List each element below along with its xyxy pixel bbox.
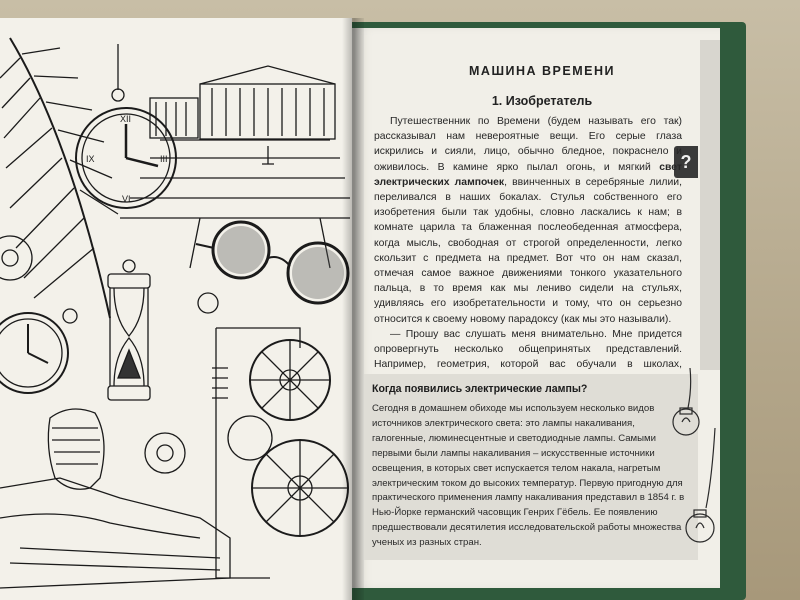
clock-icon [0, 309, 77, 393]
svg-text:XII: XII [120, 114, 132, 124]
sphinx-icon [0, 409, 230, 588]
story-text [374, 114, 682, 388]
book-spine-shadow [342, 18, 364, 600]
highlighted-term: свет электрических лампочек [374, 161, 682, 188]
page-side-strip [700, 40, 720, 370]
svg-text:VI: VI [122, 194, 131, 204]
small-gears-icon [0, 236, 32, 280]
story-paragraph-1: Путешественник по Времени (будем называть его так) рассказывал нам невероятные вещи. Его серые глаза искрились и сияли, лицо, обычно бледное, покраснело и оживилось. В камине ярко пылал огонь, и мягкий свет электрических лампочек, ввинченных в серебряные лилии, переливался в наших бокалах. Стулья собственного его изобретения были так удобны, словно ласкались к нам; в комнате царила та блаженная послеобеденная атмосфера, когда мысль, свободная от строгой определенности, легко скользит с предмета на предмет. Вот что он нам сказал, отмечая самое важное движениями тонкого указательного пальца, в то время как мы лениво сидели на стульях, удивляясь его изобретательности и тому, что он серьезно относится к своему новому парадоксу (как мы это называли). [374, 116, 682, 325]
hourglass-icon [108, 260, 150, 400]
fact-box-title: Когда появились электрические лампы? [372, 383, 588, 395]
pocket-watch-icon [76, 44, 176, 208]
section-title: 1. Изобретатель [491, 94, 593, 108]
svg-text:IX: IX [86, 154, 95, 164]
round-glasses-icon [196, 222, 348, 303]
left-page [0, 18, 352, 600]
light-bulb-icon [640, 368, 730, 568]
fact-box-text: Сегодня в домашнем обиходе мы используем несколько видов источников электрического света: это лампы накаливания, галогенные, люминесцентные и светодиодные лампы. Самыми первыми были лампы накаливания – искусственные источники освещения, в которых свет испускается телом накала, нагретым электрическим током до высоких температур. Первую пригодную для практического применения лампу накаливания представил в 1854 г. в Нью-Йорке германский часовщик Генрих Гёбель. Ее появлению предшествовали десятилетия исследовательской работы множества ученых из разных стран. [372, 403, 685, 549]
svg-text:III: III [160, 154, 168, 164]
palm-leaf-icon [0, 38, 118, 318]
steampunk-illustration [0, 18, 352, 600]
question-mark-icon: ? [680, 151, 692, 172]
chapter-title: МАШИНА ВРЕМЕНИ [469, 64, 615, 78]
story-paragraph-2: — Прошу вас слушать меня внимательно. Мне придется опровергнуть несколько общепринятых представлений. Например, геометрия, которой вас обучали в школах, [374, 328, 682, 371]
